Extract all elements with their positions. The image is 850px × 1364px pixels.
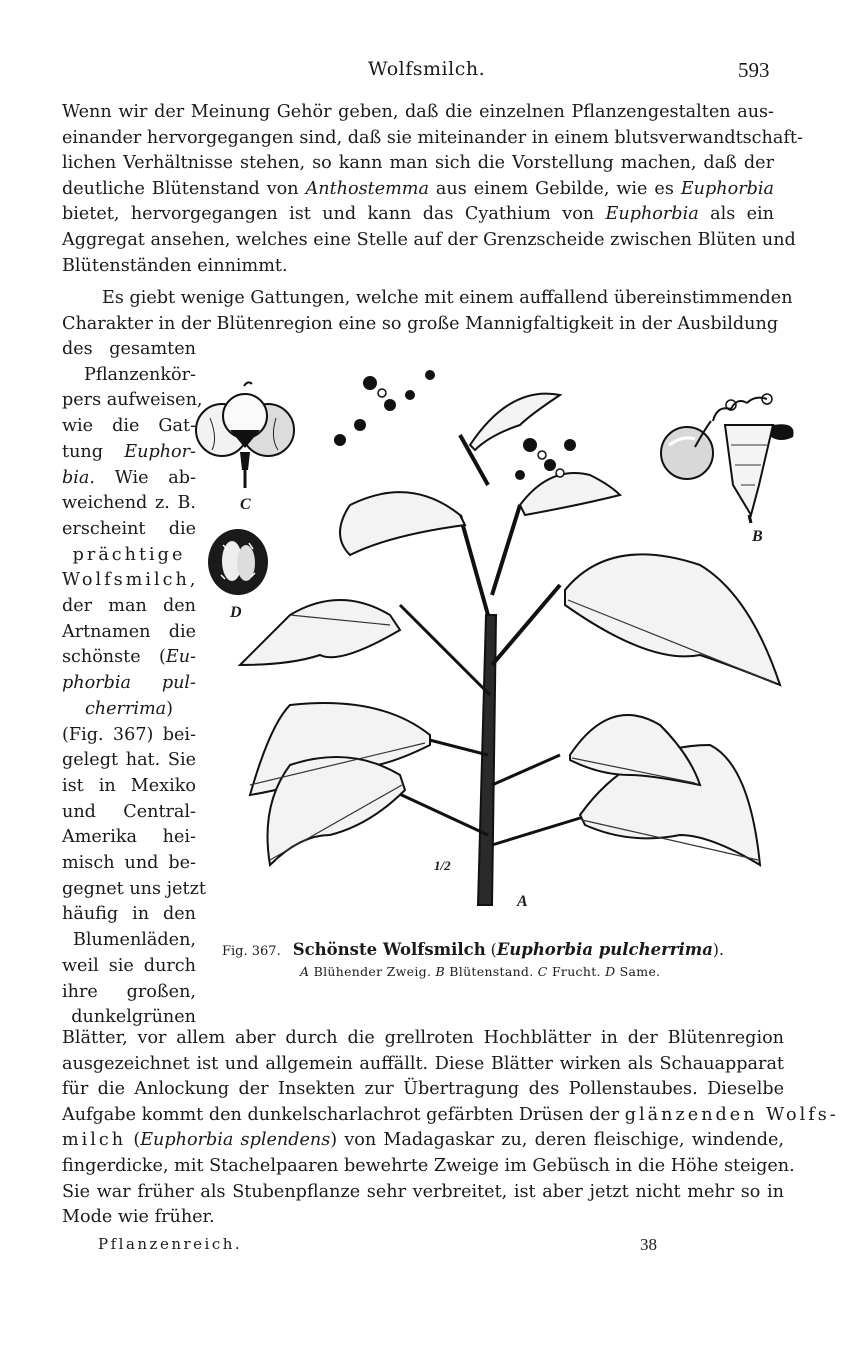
sheet-number: 38 xyxy=(640,1235,657,1254)
text-line: lichen Verhältnisse stehen, so kann man sich die Vorstellung machen, daß der xyxy=(62,153,774,174)
text-line: bia. Wie ab- xyxy=(62,467,196,488)
text-line: ausgezeichnet ist und allgemein auffällt. Diese Blätter wirken als Schauapparat xyxy=(62,1053,784,1074)
text-line: ihre großen, xyxy=(62,981,196,1002)
signature-mark: Pflanzenreich. xyxy=(98,1235,243,1253)
text-line: Aufgabe kommt den dunkelscharlachrot gefärbten Drüsen der glänzenden Wolfs- xyxy=(62,1104,839,1125)
paragraph-2 xyxy=(62,286,793,337)
paragraph-3 xyxy=(62,1026,839,1231)
text-line: tung Euphor- xyxy=(62,441,196,462)
text-line: der man den xyxy=(62,596,196,617)
text-line: Sie war früher als Stubenpflanze sehr verbreitet, ist aber jetzt nicht mehr so in xyxy=(62,1181,784,1202)
taxon-name: Euphorbia xyxy=(680,178,774,199)
taxon-name: Euphorbia xyxy=(605,204,699,225)
text-line: des gesamten xyxy=(62,339,196,359)
text-line: Artnamen die xyxy=(62,621,196,642)
text-line: häufig in den xyxy=(62,904,196,925)
text-line: deutliche Blütenstand von Anthostemma aus einem Gebilde, wie es Euphorbia xyxy=(62,178,774,199)
text-line: erscheint die xyxy=(62,518,196,539)
figure-caption-title: Fig. 367. Schönste Wolfsmilch (Euphorbia pulcherrima). xyxy=(222,940,724,959)
text-line: prächtige xyxy=(72,544,186,565)
text-line: Mode wie früher. xyxy=(62,1207,215,1228)
text-line: schönste (Eu- xyxy=(62,647,196,668)
text-line: cherrima) xyxy=(84,698,174,719)
text-line: einander hervorgegangen sind, daß sie miteinander in einem blutsverwandtschaft- xyxy=(62,127,803,148)
text-line: für die Anlockung der Insekten zur Übertragung des Pollenstaubes. Dieselbe xyxy=(62,1079,784,1100)
text-line: pers aufweisen, xyxy=(62,390,203,411)
text-line: phorbia pul- xyxy=(62,673,196,694)
side-column-text xyxy=(62,337,206,1031)
text-line: Wenn wir der Meinung Gehör geben, daß die einzelnen Pflanzengestalten aus- xyxy=(62,102,774,122)
figure-label-a: A xyxy=(517,893,528,910)
text-line: milch (Euphorbia splendens) von Madagaskar zu, deren fleischige, windende, xyxy=(62,1130,785,1151)
text-line: (Fig. 367) bei- xyxy=(62,724,196,745)
text-line: und Central- xyxy=(62,801,196,822)
page-number: 593 xyxy=(738,58,770,82)
text-line: bietet, hervorgegangen ist und kann das Cyathium von Euphorbia als ein xyxy=(62,204,774,225)
text-line: Aggregat ansehen, welches eine Stelle auf der Grenzscheide zwischen Blüten und xyxy=(62,229,796,250)
flowering-branch-illustration-a xyxy=(230,365,790,915)
text-line: Blumenläden, xyxy=(72,930,196,951)
figure-label-c: C xyxy=(240,496,251,513)
text-line: Blütenständen einnimmt. xyxy=(62,255,288,276)
text-line: Amerika hei- xyxy=(62,827,196,848)
text-line: Charakter in der Blütenregion eine so große Mannigfaltigkeit in der Ausbildung xyxy=(62,313,779,334)
taxon-name: Euphorbia splendens xyxy=(140,1130,331,1151)
text-line: Pflanzenkör- xyxy=(83,364,196,385)
text-line: Wolfsmilch, xyxy=(62,570,199,591)
text-line: Blätter, vor allem aber durch die grellroten Hochblätter in der Blütenregion xyxy=(62,1028,784,1048)
text-line: dunkelgrünen xyxy=(71,1007,196,1028)
text-line: misch und be- xyxy=(62,853,196,874)
taxon-name: Anthostemma xyxy=(305,178,429,199)
scale-note: 1/2 xyxy=(434,858,451,873)
figure-label-d: D xyxy=(230,604,242,621)
text-line: gelegt hat. Sie xyxy=(62,750,196,771)
text-line: gegnet uns jetzt xyxy=(62,878,206,899)
running-head: Wolfsmilch. xyxy=(368,58,486,80)
text-line: wie die Gat- xyxy=(62,416,196,437)
figure-label-b: B xyxy=(752,528,763,545)
text-line: Es giebt wenige Gattungen, welche mit einem auffallend übereinstimmenden xyxy=(102,288,793,308)
text-line: ist in Mexiko xyxy=(62,775,196,796)
figure-caption-legend: A Blühender Zweig. B Blütenstand. C Frucht. D Same. xyxy=(300,964,661,979)
text-line: weichend z. B. xyxy=(62,493,196,514)
text-line: weil sie durch xyxy=(62,955,196,976)
text-line: fingerdicke, mit Stachelpaaren bewehrte Zweige im Gebüsch in die Höhe steigen. xyxy=(62,1155,795,1176)
paragraph-1 xyxy=(62,100,803,279)
